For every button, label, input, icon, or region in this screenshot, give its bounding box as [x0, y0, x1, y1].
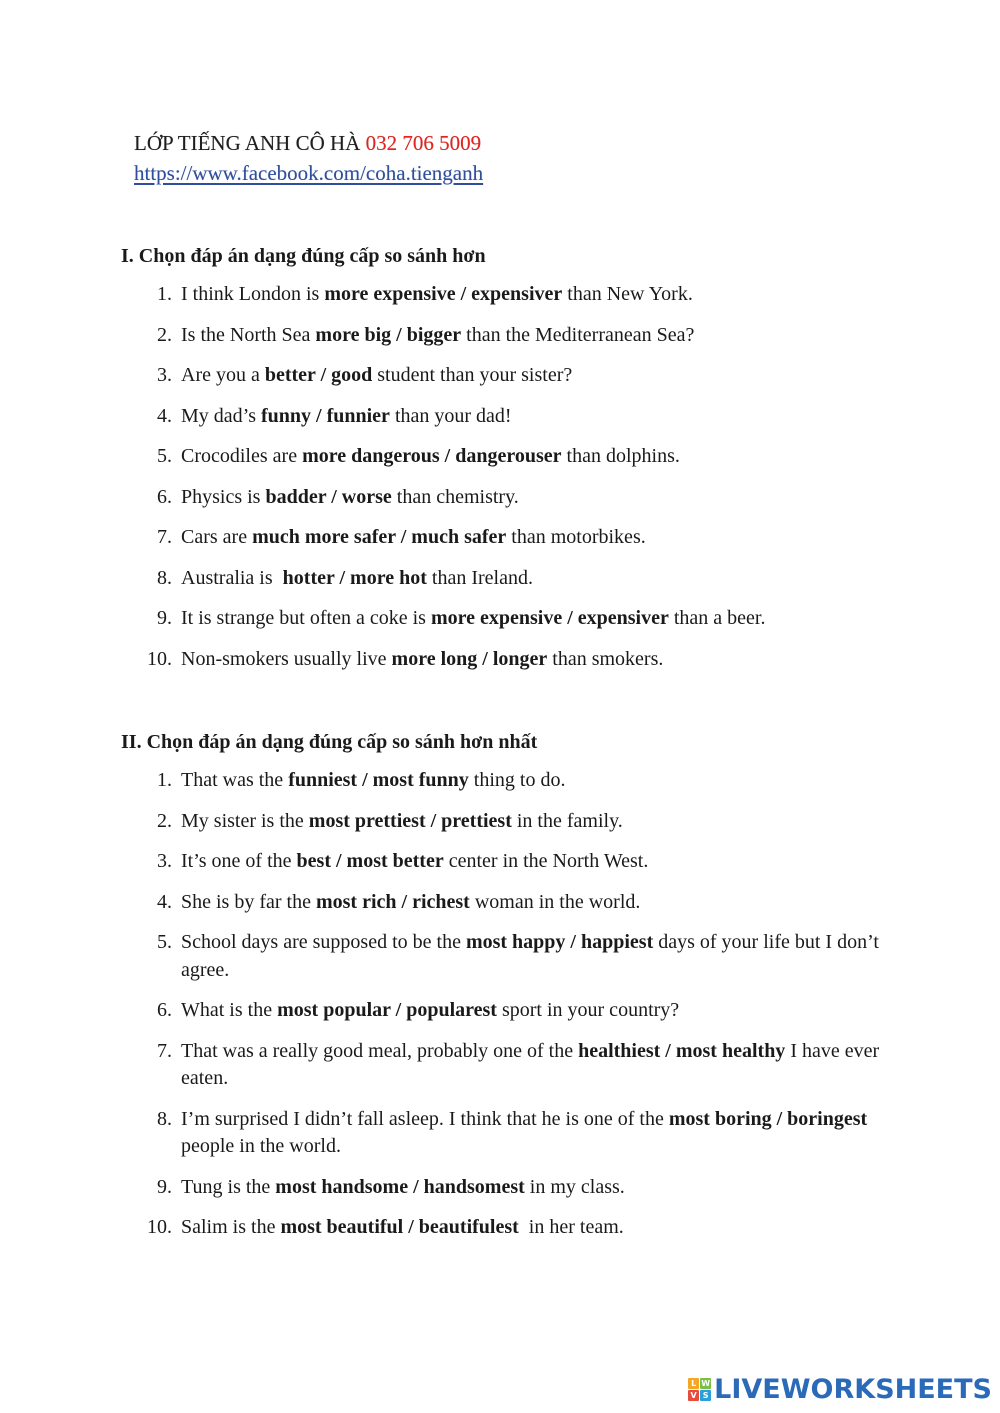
question-item — [121, 322, 881, 350]
question-text — [181, 565, 881, 593]
question-suffix: than the Mediterranean Sea? — [461, 323, 695, 346]
question-item — [121, 997, 881, 1025]
question-number — [121, 767, 181, 795]
brand-name: LIVEWORKSHEETS — [714, 1374, 992, 1405]
question-item — [121, 1174, 881, 1202]
question-text — [181, 929, 884, 984]
answer-choices[interactable]: badder / worse — [265, 485, 392, 508]
header-title-line — [134, 128, 483, 158]
question-number-text: 6. — [157, 999, 172, 1021]
question-number-text: 3. — [157, 850, 172, 872]
answer-choices[interactable]: best / most better — [296, 850, 444, 872]
question-number-text: 9. — [157, 607, 172, 629]
question-number — [121, 281, 181, 309]
answer-choices[interactable]: more long / longer — [391, 647, 548, 670]
question-text — [181, 403, 881, 431]
answer-choices[interactable]: funniest / most funny — [288, 769, 469, 791]
answer-choices[interactable]: hotter / more hot — [282, 566, 427, 589]
logo-block: W — [701, 1379, 711, 1388]
question-suffix: thing to do. — [468, 769, 566, 791]
question-number — [121, 1174, 181, 1202]
answer-choices[interactable]: most rich / richest — [315, 890, 470, 913]
question-text — [181, 848, 881, 876]
question-number — [121, 997, 181, 1025]
liveworksheets-logo — [688, 1374, 992, 1405]
question-number-text: 6. — [157, 485, 172, 508]
question-item — [121, 646, 881, 674]
question-text — [181, 281, 881, 309]
question-number — [121, 1106, 181, 1161]
answer-choices[interactable]: most prettiest / prettiest — [308, 809, 512, 832]
question-number — [121, 362, 181, 390]
question-suffix: people in the world. — [181, 1107, 873, 1157]
question-suffix: days of your life but I don’t agree. — [181, 931, 884, 981]
answer-choices[interactable]: healthiest / most healthy — [578, 1039, 786, 1062]
answer-choices[interactable]: much more safer / much safer — [252, 526, 507, 548]
question-number — [121, 1038, 181, 1093]
question-item — [121, 362, 881, 390]
answer-choices[interactable]: most boring / boringest — [668, 1107, 868, 1130]
question-number-text: 10. — [147, 1216, 172, 1238]
question-item — [121, 1038, 885, 1093]
question-text — [181, 605, 881, 633]
question-text — [181, 443, 881, 471]
question-number — [121, 565, 181, 593]
facebook-link[interactable]: https://www.facebook.com/coha.tienganh — [134, 161, 484, 185]
question-suffix: sport in your country? — [496, 999, 680, 1021]
question-prefix: That was a really good meal, probably one of the — [181, 1039, 579, 1062]
logo-block: L — [688, 1378, 699, 1389]
class-title: LỚP TIẾNG ANH CÔ HÀ — [134, 131, 361, 155]
question-number-text: 2. — [157, 323, 172, 346]
question-number-text: 8. — [157, 1107, 172, 1130]
logo-block: S — [700, 1390, 711, 1401]
question-prefix: My sister is the — [181, 809, 309, 832]
question-suffix: than a beer. — [668, 607, 766, 629]
question-suffix: student than your sister? — [372, 364, 573, 386]
question-text — [181, 889, 881, 917]
section-superlative — [121, 729, 885, 1255]
question-number-text: 4. — [157, 404, 172, 427]
answer-choices[interactable]: more big / bigger — [315, 323, 462, 346]
question-item — [121, 808, 881, 836]
question-suffix: than dolphins. — [561, 445, 680, 467]
question-number — [121, 848, 181, 876]
question-suffix: center in the North West. — [443, 850, 649, 872]
question-prefix: I think London is — [181, 283, 325, 305]
question-number-text: 9. — [157, 1175, 172, 1198]
question-text — [181, 524, 881, 552]
question-item — [121, 484, 881, 512]
question-text — [181, 767, 881, 795]
question-suffix: in my class. — [524, 1175, 625, 1198]
question-prefix: Non-smokers usually live — [181, 647, 392, 670]
header — [134, 128, 483, 188]
question-prefix: What is the — [181, 999, 278, 1021]
question-text — [181, 362, 881, 390]
question-number — [121, 403, 181, 431]
question-prefix: I’m surprised I didn’t fall asleep. I think that he is one of the — [181, 1107, 669, 1130]
question-suffix: I have ever eaten. — [181, 1039, 885, 1089]
question-prefix: Physics is — [181, 485, 266, 508]
question-suffix: than New York. — [562, 283, 693, 305]
question-prefix: Australia is — [181, 566, 283, 589]
question-text — [181, 1174, 881, 1202]
answer-choices[interactable]: more expensive / expensiver — [430, 607, 669, 629]
question-number-text: 5. — [157, 931, 172, 953]
question-number-text: 5. — [157, 445, 172, 467]
question-item — [121, 605, 881, 633]
question-suffix: than smokers. — [547, 647, 664, 670]
question-prefix: It’s one of the — [181, 850, 297, 872]
question-number-text: 8. — [157, 566, 172, 589]
question-item — [121, 767, 881, 795]
question-prefix: It is strange but often a coke is — [181, 607, 431, 629]
question-suffix: in the family. — [511, 809, 623, 832]
question-number-text: 1. — [157, 283, 172, 305]
question-item — [121, 281, 881, 309]
logo-block: V — [688, 1390, 699, 1401]
question-text — [181, 484, 881, 512]
question-prefix: Cars are — [181, 526, 253, 548]
answer-choices[interactable]: most beautiful / beautifulest — [280, 1216, 519, 1238]
question-text — [181, 997, 881, 1025]
question-prefix: Tung is the — [181, 1175, 276, 1198]
question-number — [121, 889, 181, 917]
question-suffix: than chemistry. — [391, 485, 519, 508]
question-list — [121, 767, 885, 1242]
question-item — [121, 1106, 881, 1161]
logo-blocks-icon — [688, 1378, 711, 1401]
answer-choices[interactable]: most happy / happiest — [465, 931, 654, 953]
question-suffix: in her team. — [518, 1216, 624, 1238]
question-prefix: She is by far the — [181, 890, 316, 913]
answer-choices[interactable]: more dangerous / dangerouser — [302, 445, 562, 467]
question-prefix: Crocodiles are — [181, 445, 303, 467]
question-number — [121, 484, 181, 512]
answer-choices[interactable]: more expensive / expensiver — [324, 283, 563, 305]
section-title: II. Chọn đáp án dạng đúng cấp so sánh hơn nhất — [121, 731, 538, 753]
question-prefix: School days are supposed to be the — [181, 931, 466, 953]
question-suffix: than Ireland. — [426, 566, 533, 589]
question-text — [181, 1038, 885, 1093]
section-title: I. Chọn đáp án dạng đúng cấp so sánh hơn — [121, 245, 486, 267]
answer-choices[interactable]: better / good — [264, 364, 373, 386]
question-number — [121, 1214, 181, 1242]
question-number — [121, 443, 181, 471]
question-number-text: 7. — [157, 1039, 172, 1062]
question-text — [181, 1214, 881, 1242]
answer-choices[interactable]: most handsome / handsomest — [275, 1175, 525, 1198]
question-item — [121, 443, 881, 471]
question-number — [121, 646, 181, 674]
question-item — [121, 524, 881, 552]
question-prefix: Are you a — [181, 364, 265, 386]
question-suffix: woman in the world. — [469, 890, 641, 913]
question-number-text: 10. — [147, 647, 172, 670]
question-item — [121, 565, 881, 593]
question-prefix: Salim is the — [181, 1216, 281, 1238]
question-number-text: 3. — [157, 364, 172, 386]
question-text — [181, 1106, 881, 1161]
section-comparative — [121, 243, 881, 686]
question-item — [121, 1214, 881, 1242]
question-number-text: 2. — [157, 809, 172, 832]
question-text — [181, 808, 881, 836]
question-prefix: That was the — [181, 769, 289, 791]
question-number-text: 1. — [157, 769, 172, 791]
question-suffix: than motorbikes. — [506, 526, 646, 548]
answer-choices[interactable]: funny / funnier — [261, 404, 390, 427]
question-prefix: Is the North Sea — [181, 323, 316, 346]
question-item — [121, 929, 884, 984]
question-number — [121, 808, 181, 836]
question-number-text: 4. — [157, 890, 172, 913]
question-text — [181, 322, 881, 350]
question-item — [121, 848, 881, 876]
question-number-text: 7. — [157, 526, 172, 548]
answer-choices[interactable]: most popular / popularest — [277, 999, 497, 1021]
question-prefix: My dad’s — [181, 404, 261, 427]
question-item — [121, 889, 881, 917]
question-suffix: than your dad! — [389, 404, 512, 427]
question-number — [121, 929, 181, 984]
question-item — [121, 403, 881, 431]
question-text — [181, 646, 881, 674]
question-list — [121, 281, 881, 673]
question-number — [121, 605, 181, 633]
phone-number: 032 706 5009 — [365, 131, 482, 155]
question-number — [121, 322, 181, 350]
question-number — [121, 524, 181, 552]
